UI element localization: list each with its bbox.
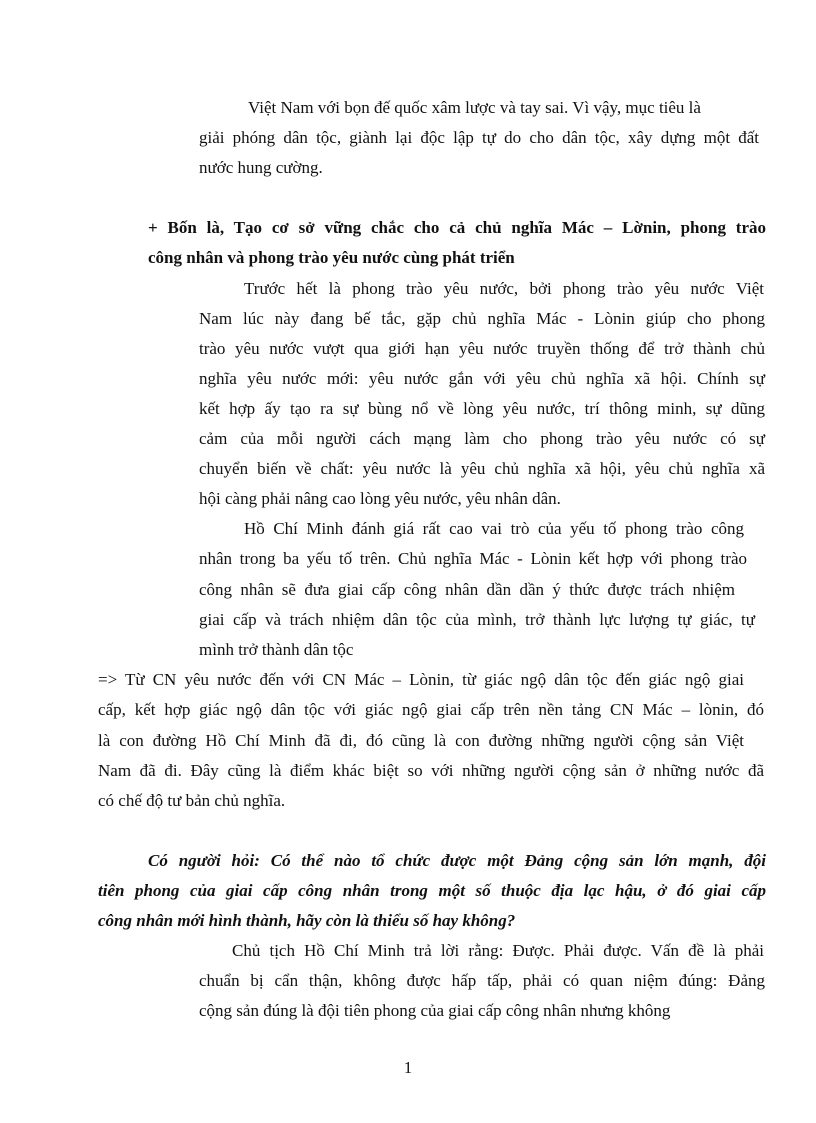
body-line: => Từ CN yêu nước đến với CN Mác – Lònin, từ giác ngộ dân tộc đến giác ngộ giai: [98, 670, 744, 689]
page-number: 1: [403, 1058, 413, 1077]
body-line: hội càng phải nâng cao lòng yêu nước, yêu nhân dân.: [199, 489, 561, 508]
question-heading: Có người hỏi: Có thể nào tổ chức được một Đảng cộng sản lớn mạnh, đội: [148, 851, 766, 870]
question-heading: tiên phong của giai cấp công nhân trong một số thuộc địa lạc hậu, ở đó giai cấp: [98, 881, 766, 900]
section-heading: + Bốn là, Tạo cơ sở vững chắc cho cả chủ nghĩa Mác – Lờnin, phong trào: [148, 218, 766, 237]
body-line: cộng sản đúng là đội tiên phong của giai cấp công nhân nhưng không: [199, 1001, 671, 1020]
section-heading: công nhân và phong trào yêu nước cùng phát triển: [148, 248, 515, 267]
body-line: chuyển biến về chất: yêu nước là yêu chủ nghĩa xã hội, yêu chủ nghĩa xã: [199, 459, 765, 478]
body-line: nghĩa yêu nước mới: yêu nước gắn với yêu chủ nghĩa xã hội. Chính sự: [199, 369, 765, 388]
body-line: Hồ Chí Minh đánh giá rất cao vai trò của yếu tố phong trào công: [244, 519, 744, 538]
body-line: có chế độ tư bản chủ nghĩa.: [98, 791, 286, 810]
body-line: kết hợp ấy tạo ra sự bùng nổ về lòng yêu nước, trí thông minh, sự dũng: [199, 399, 765, 418]
body-line: mình trở thành dân tộc: [199, 640, 354, 659]
body-line: nước hung cường.: [199, 158, 323, 177]
body-line: Nam lúc này đang bế tắc, gặp chủ nghĩa Mác - Lònin giúp cho phong: [199, 309, 765, 328]
body-line: Chủ tịch Hồ Chí Minh trả lời rằng: Được. Phải được. Vấn đề là phải: [232, 941, 764, 960]
body-line: Nam đã đi. Đây cũng là điểm khác biệt so với những người cộng sản ở những nước đã: [98, 761, 764, 780]
body-line: Việt Nam với bọn đế quốc xâm lược và tay sai. Vì vậy, mục tiêu là: [248, 98, 701, 117]
body-line: công nhân sẽ đưa giai cấp công nhân dần dần ý thức được trách nhiệm: [199, 580, 735, 599]
body-line: là con đường Hồ Chí Minh đã đi, đó cũng là con đường những người cộng sản Việt: [98, 731, 744, 750]
body-line: Trước hết là phong trào yêu nước, bởi phong trào yêu nước Việt: [244, 279, 764, 298]
question-heading: công nhân mới hình thành, hãy còn là thiểu số hay không?: [98, 911, 516, 930]
body-line: chuẩn bị cẩn thận, không được hấp tấp, phải có quan niệm đúng: Đảng: [199, 971, 765, 990]
body-line: giai cấp và trách nhiệm dân tộc của mình, trở thành lực lượng tự giác, tự: [199, 610, 755, 629]
body-line: trào yêu nước vượt qua giới hạn yêu nước truyền thống để trở thành chủ: [199, 339, 765, 358]
body-line: cấp, kết hợp giác ngộ dân tộc với giác ngộ giai cấp trên nền tảng CN Mác – lònin, đó: [98, 700, 764, 719]
body-line: cảm của mỗi người cách mạng làm cho phong trào yêu nước có sự: [199, 429, 765, 448]
body-line: giải phóng dân tộc, giành lại độc lập tự do cho dân tộc, xây dựng một đất: [199, 128, 759, 147]
body-line: nhân trong ba yếu tố trên. Chủ nghĩa Mác - Lònin kết hợp với phong trào: [199, 549, 747, 568]
